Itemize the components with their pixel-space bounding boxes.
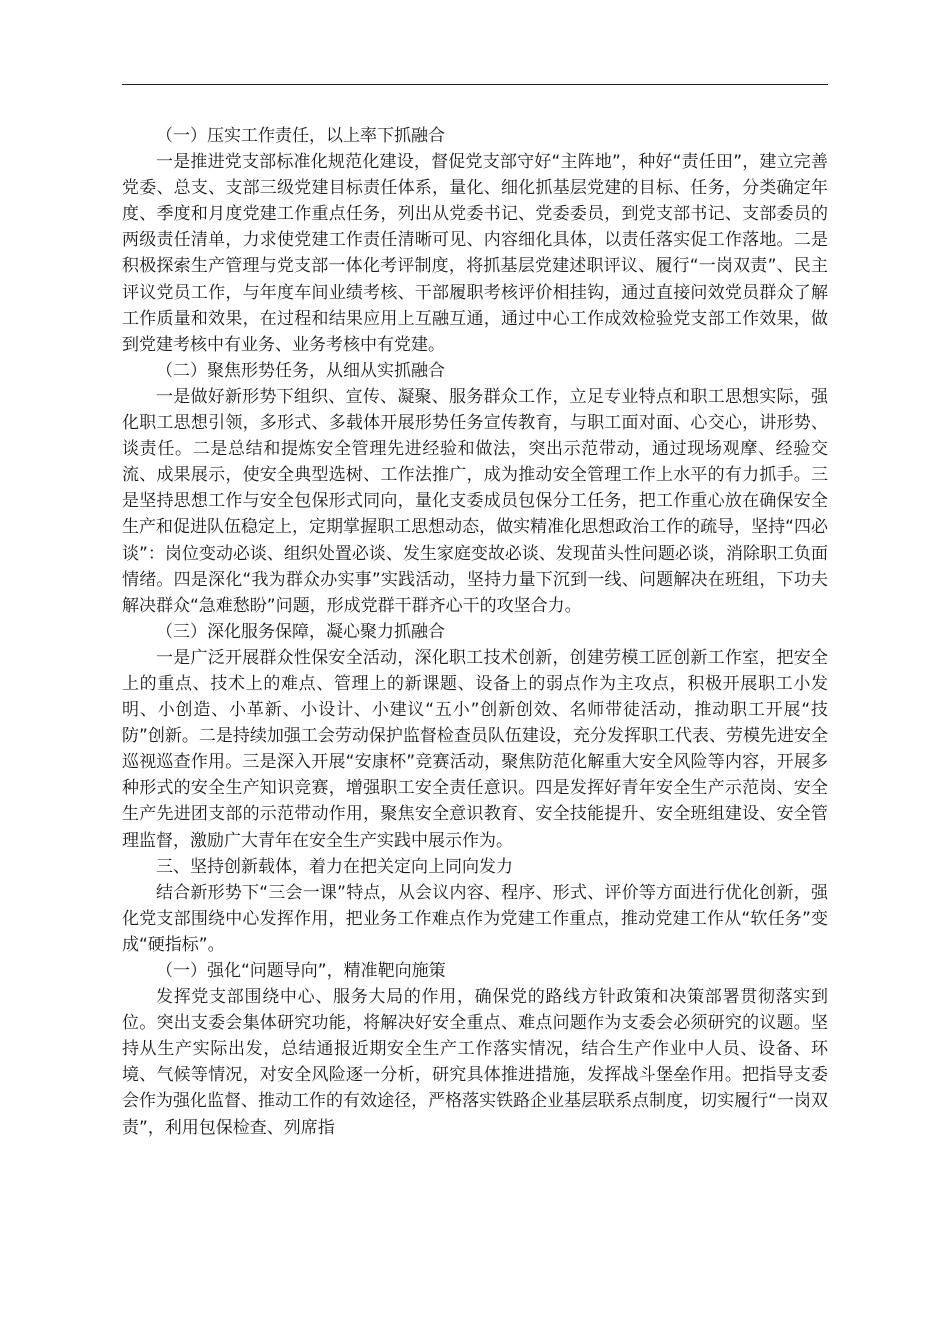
section-heading: （一）强化“问题导向”，精准靶向施策 [156,961,446,981]
document-body [122,123,828,1141]
paragraph: 结合新形势下“三会一课”特点，从会议内容、程序、形式、评价等方面进行优化创新，强化党支部围绕中心发挥作用，把业务工作难点作为党建工作重点，推动党建工作从“软任务”变成“硬指标”。 [122,882,828,955]
paragraph: 发挥党支部围绕中心、服务大局的作用，确保党的路线方针政策和决策部署贯彻落实到位。突出支委会集体研究功能，将解决好安全重点、难点问题作为支委会必须研究的议题。坚持从生产实际出发，总结通报近期安全生产工作落实情况，结合生产作业中人员、设备、环境、气候等情况，对安全风险逐一分析，研究具体推进措施，发挥战斗堡垒作用。把指导支委会作为强化监督、推动工作的有效途径，严格落实铁路企业基层联系点制度，切实履行“一岗双责”，利用包保检查、列席指 [122,987,828,1138]
paragraph: 一是推进党支部标准化规范化建设，督促党支部守好“主阵地”，种好“责任田”，建立完善党委、总支、支部三级党建目标责任体系，量化、细化抓基层党建的目标、任务，分类确定年度、季度和月度党建工作重点任务，列出从党委书记、党委委员，到党支部书记、支部委员的两级责任清单，力求使党建工作责任清晰可见、内容细化具体，以责任落实促工作落地。二是积极探索生产管理与党支部一体化考评制度，将抓基层党建述职评议、履行“一岗双责”、民主评议党员工作，与年度车间业绩考核、干部履职考核评价相挂钩，通过直接问效党员群众了解工作质量和效果，在过程和结果应用上互融互通，通过中心工作成效检验党支部工作效果，做到党建考核中有业务、业务考核中有党建。 [122,152,828,355]
section-heading: （二）聚焦形势任务，从细从实抓融合 [156,360,445,381]
section-heading: （一）压实工作责任，以上率下抓融合 [156,126,445,146]
section-heading: （三）深化服务保障，凝心聚力抓融合 [156,621,445,642]
section-heading: 三、坚持创新载体，着力在把关定向上同向发力 [156,856,513,877]
paragraph: 一是广泛开展群众性保安全活动，深化职工技术创新，创建劳模工匠创新工作室，把安全上的重点、技术上的难点、管理上的新课题、设备上的弱点作为主攻点，积极开展职工小发明、小创造、小革新、小设计、小建议“五小”创新创效、名师带徒活动，推动职工开展“技防”创新。二是持续加强工会劳动保护监督检查员队伍建设，充分发挥职工代表、劳模先进安全巡视巡查作用。三是深入开展“安康杯”竞赛活动，聚焦防范化解重大安全风险等内容，开展多种形式的安全生产知识竞赛，增强职工安全责任意识。四是发挥好青年安全生产示范岗、安全生产先进团支部的示范带动作用，聚焦安全意识教育、安全技能提升、安全班组建设、安全管理监督，激励广大青年在安全生产实践中展示作为。 [122,647,828,851]
paragraph: 一是做好新形势下组织、宣传、凝聚、服务群众工作，立足专业特点和职工思想实际，强化职工思想引领，多形式、多载体开展形势任务宣传教育，与职工面对面、心交心，讲形势、谈责任。二是总结和提炼安全管理先进经验和做法，突出示范带动，通过现场观摩、经验交流、成果展示，使安全典型选树、工作法推广，成为推动安全管理工作上水平的有力抓手。三是坚持思想工作与安全包保形式同向，量化支委成员包保分工任务，把工作重心放在确保安全生产和促进队伍稳定上，定期掌握职工思想动态，做实精准化思想政治工作的疏导，坚持“四必谈”：岗位变动必谈、组织处置必谈、发生家庭变故必谈、发现苗头性问题必谈，消除职工负面情绪。四是深化“我为群众办实事”实践活动，坚持力量下沉到一线、问题解决在班组，下功夫解决群众“急难愁盼”问题，形成党群干群齐心干的攻坚合力。 [122,386,828,616]
header-rule [122,84,828,85]
